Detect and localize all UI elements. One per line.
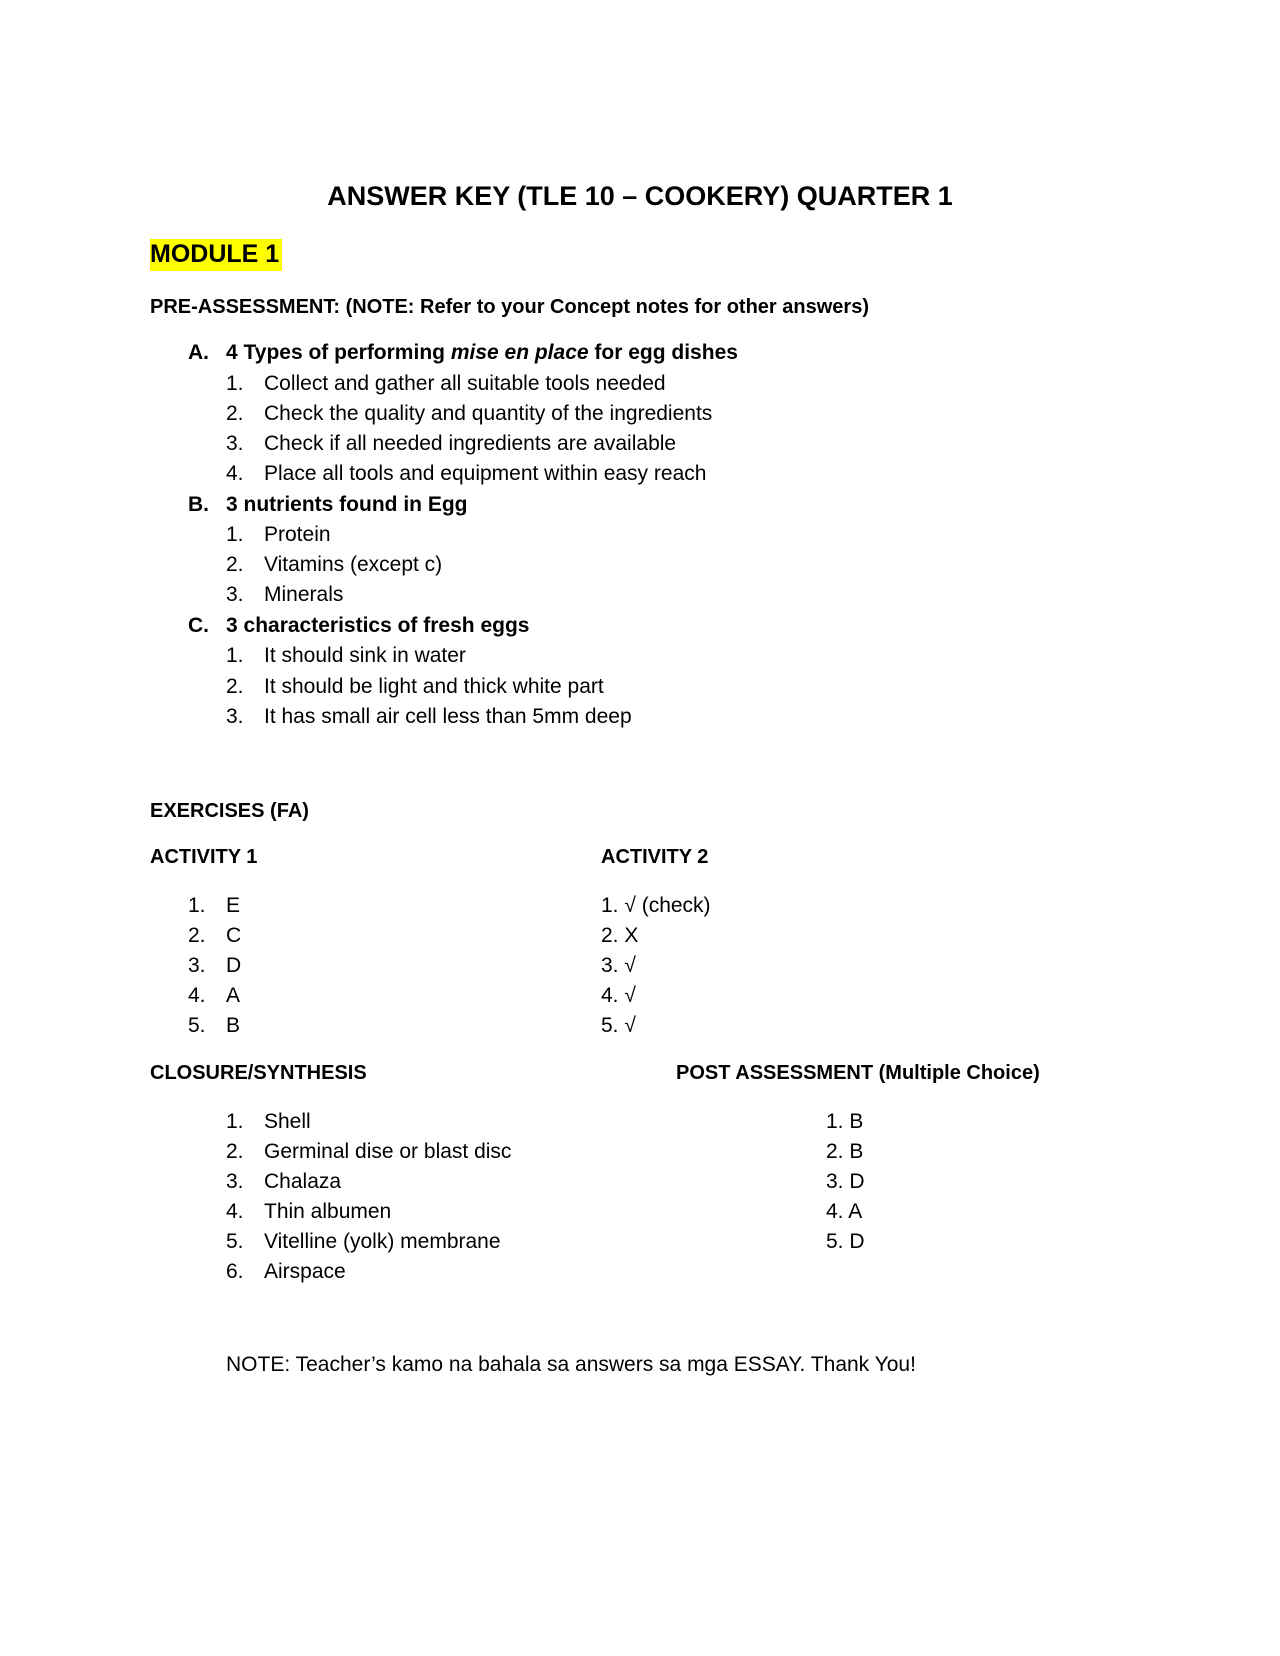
list-item-number: 1.	[226, 1110, 244, 1133]
list-item	[188, 951, 241, 981]
list-item	[226, 1227, 501, 1257]
section-c-letter: C.	[188, 614, 209, 637]
section-b-letter: B.	[188, 493, 209, 516]
list-item-number: 1.	[226, 644, 244, 667]
list-item-text: Chalaza	[264, 1170, 342, 1193]
list-item-number: 1.	[226, 372, 244, 395]
activity-2-heading: ACTIVITY 2	[601, 846, 709, 868]
list-item: 3. √	[601, 954, 636, 977]
list-item	[226, 1137, 511, 1167]
list-item	[226, 1257, 346, 1287]
pre-assessment-heading: PRE-ASSESSMENT: (NOTE: Refer to your Concept notes for other answers)	[150, 296, 869, 318]
list-item-text: Vitelline (yolk) membrane	[264, 1230, 501, 1253]
list-item-text: Airspace	[264, 1260, 346, 1283]
page-title: ANSWER KEY (TLE 10 – COOKERY) QUARTER 1	[327, 181, 953, 211]
list-item	[226, 399, 712, 429]
list-item-text: C	[226, 924, 242, 947]
list-item-text: It should be light and thick white part	[264, 675, 604, 698]
list-item: 1. √ (check)	[601, 894, 711, 917]
list-item-number: 2.	[226, 553, 244, 576]
list-item-text: Check if all needed ingredients are available	[264, 432, 677, 455]
list-item-number: 5.	[188, 1014, 206, 1037]
list-item-text: Shell	[264, 1110, 311, 1133]
list-item-number: 3.	[188, 954, 206, 977]
list-item	[226, 672, 604, 702]
list-item: 4. A	[826, 1200, 863, 1223]
list-item-text: A	[226, 984, 241, 1007]
list-item: 1. B	[826, 1110, 864, 1133]
list-item	[188, 891, 240, 921]
list-item	[226, 641, 466, 671]
list-item: 4. √	[601, 984, 636, 1007]
list-item-text: Collect and gather all suitable tools needed	[264, 372, 666, 395]
list-item-text: D	[226, 954, 242, 977]
list-item-number: 6.	[226, 1260, 244, 1283]
list-item-text: Germinal dise or blast disc	[264, 1140, 512, 1163]
list-item-text: Minerals	[264, 583, 344, 606]
list-item	[226, 459, 706, 489]
list-item	[226, 1197, 391, 1227]
activity-1-heading: ACTIVITY 1	[150, 846, 258, 868]
section-b-title-text: 3 nutrients found in Egg	[226, 493, 468, 516]
list-item: 3. D	[826, 1170, 865, 1193]
list-item	[188, 981, 240, 1011]
footer-note: NOTE: Teacher’s kamo na bahala sa answers sa mga ESSAY. Thank You!	[226, 1353, 916, 1376]
list-item-text: Protein	[264, 523, 331, 546]
list-item-text: Place all tools and equipment within easy reach	[264, 462, 707, 485]
section-a-title	[188, 338, 738, 368]
section-b-title	[188, 490, 467, 520]
section-c-title	[188, 611, 529, 641]
list-item-text: Thin albumen	[264, 1200, 392, 1223]
list-item-number: 3.	[226, 705, 244, 728]
list-item-number: 4.	[226, 462, 244, 485]
list-item	[226, 520, 331, 550]
list-item-text: Vitamins (except c)	[264, 553, 443, 576]
list-item	[226, 429, 676, 459]
list-item-number: 1.	[188, 894, 206, 917]
list-item	[226, 1167, 341, 1197]
list-item-text: It should sink in water	[264, 644, 466, 667]
list-item-text: It has small air cell less than 5mm deep	[264, 705, 632, 728]
section-c-title-text: 3 characteristics of fresh eggs	[226, 614, 530, 637]
list-item-text: B	[226, 1014, 241, 1037]
exercises-heading: EXERCISES (FA)	[150, 800, 309, 822]
list-item-number: 5.	[226, 1230, 244, 1253]
list-item-number: 3.	[226, 1170, 244, 1193]
section-a-title-italic: mise en place	[450, 341, 589, 364]
list-item-number: 2.	[226, 1140, 244, 1163]
section-a-title-suffix: for egg dishes	[588, 341, 738, 364]
list-item	[188, 1011, 240, 1041]
list-item-number: 1.	[226, 523, 244, 546]
list-item	[226, 1107, 311, 1137]
list-item-text: Check the quality and quantity of the ingredients	[264, 402, 713, 425]
list-item-number: 4.	[226, 1200, 244, 1223]
closure-heading: CLOSURE/SYNTHESIS	[150, 1062, 367, 1084]
list-item: 2. X	[601, 924, 639, 947]
list-item-number: 2.	[226, 675, 244, 698]
section-a-title-text: 4 Types of performing	[226, 341, 451, 364]
module-heading: MODULE 1	[150, 239, 282, 271]
list-item	[226, 369, 666, 399]
list-item-text: E	[226, 894, 241, 917]
list-item-number: 3.	[226, 583, 244, 606]
list-item: 5. D	[826, 1230, 865, 1253]
list-item	[226, 702, 632, 732]
list-item: 5. √	[601, 1014, 636, 1037]
section-a-letter: A.	[188, 341, 209, 364]
post-assessment-heading: POST ASSESSMENT (Multiple Choice)	[676, 1062, 1040, 1084]
list-item	[226, 580, 343, 610]
list-item-number: 3.	[226, 432, 244, 455]
list-item-number: 2.	[226, 402, 244, 425]
list-item	[226, 550, 442, 580]
list-item	[188, 921, 241, 951]
list-item-number: 4.	[188, 984, 206, 1007]
list-item-number: 2.	[188, 924, 206, 947]
list-item: 2. B	[826, 1140, 864, 1163]
